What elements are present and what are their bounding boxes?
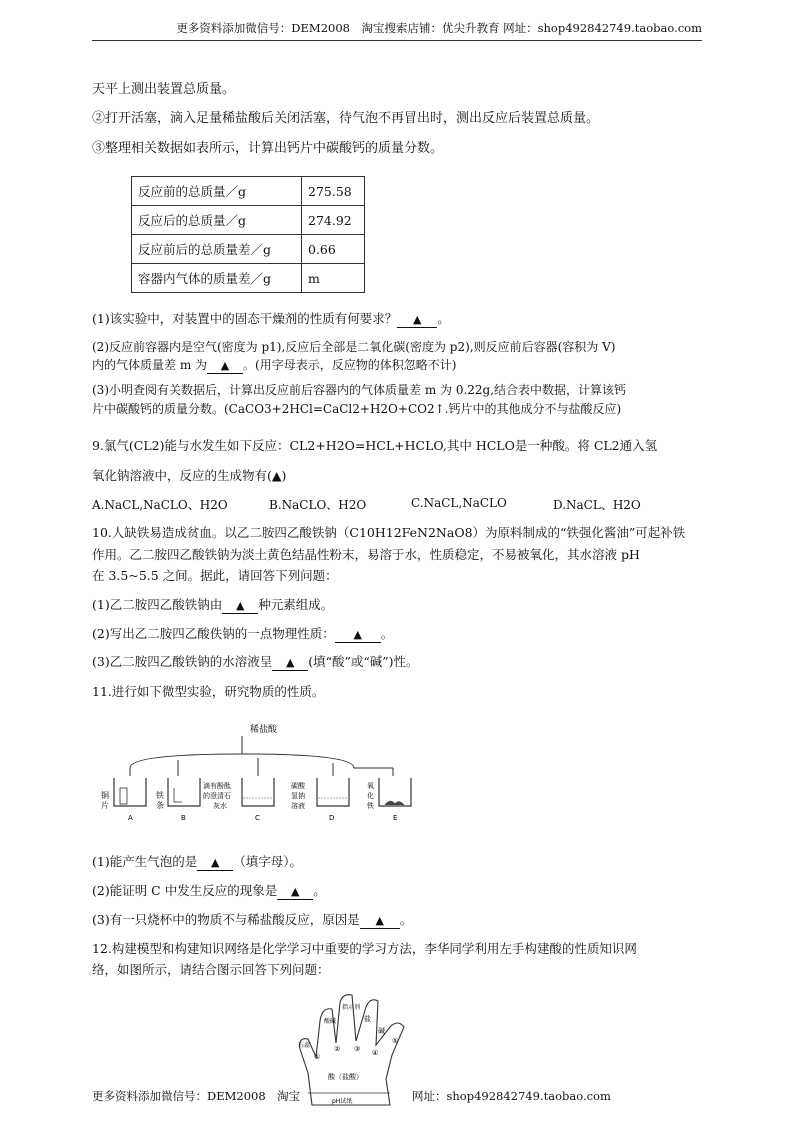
- answer-triangle-icon: ▲: [375, 914, 384, 927]
- text-line-2: ②打开活塞，滴入足量稀盐酸后关闭活塞，待气泡不再冒出时，测出反应后装置总质量。: [92, 111, 600, 126]
- beaker-c-label-3: 灰水: [213, 802, 227, 810]
- answer-triangle-icon: ▲: [412, 313, 422, 326]
- beaker-d: [291, 778, 349, 822]
- answer-triangle-icon: ▲: [353, 628, 362, 641]
- q11-part-1: [92, 852, 302, 871]
- q11-part-2-text: (2)能证明 C 中发生反应的现象是: [92, 883, 278, 898]
- hand-circle-1: ①: [314, 1053, 321, 1061]
- hand-finger-label-6: ⑤: [392, 1037, 399, 1045]
- q11-part-3-text: (3)有一只烧杯中的物质不与稀盐酸反应，原因是: [92, 912, 360, 927]
- q10-part-2-end: 。: [380, 626, 394, 641]
- q11-part-2: [92, 881, 326, 900]
- table-cell-label: 反应后的总质量／g: [132, 206, 302, 235]
- beaker-e-label-2: 化: [367, 792, 374, 800]
- hand-circle-3: ③: [354, 1045, 361, 1053]
- table-cell-label: 反应前的总质量／g: [132, 177, 302, 206]
- hand-bottom-label: pH试纸: [332, 1098, 353, 1105]
- q8-part-2-end: 。(用字母表示，反应物的体积忽略不计): [243, 358, 457, 372]
- q8-part-3-line-1: (3)小明查阅有关数据后，计算出反应前后容器内的气体质量差 m 为 0.22g,结合表中数据，计算该钙: [92, 383, 627, 397]
- footer-right-text: 网址：shop492842749.taobao.com: [412, 1089, 611, 1103]
- answer-blank[interactable]: [197, 856, 233, 871]
- beaker-e: [367, 778, 411, 822]
- hand-finger-label-5: 碱: [378, 1027, 385, 1035]
- answer-triangle-icon: ▲: [285, 656, 295, 669]
- beaker-experiment-diagram: [92, 718, 432, 828]
- q9-line-2: 氧化钠溶液中，反应的生成物有(▲): [92, 468, 287, 483]
- q10-part-3-text: (3)乙二胺四乙酸铁钠的水溶液呈: [92, 654, 273, 669]
- q9-option-a[interactable]: A.NaCL,NaCLO、H2O: [92, 498, 228, 512]
- q10-part-3-end: (填“酸”或“碱”)性。: [308, 654, 419, 669]
- table-cell-value: 275.58: [302, 177, 365, 206]
- page-footer: [92, 1088, 712, 1104]
- beaker-a-label-2: 片: [101, 801, 109, 810]
- q8-part-1: [92, 309, 450, 328]
- answer-triangle-icon: ▲: [235, 599, 245, 612]
- q10-line-1: 10.人缺铁易造成贫血。以乙二胺四乙酸铁钠（C10H12FeN2NaO8）为原料制成的“铁强化酱油”可起补铁: [92, 525, 686, 540]
- hand-finger-label-3: 指示剂: [342, 1004, 361, 1011]
- table-row: [132, 206, 365, 235]
- beaker-c-label-1: 滴有酚酞: [203, 782, 231, 790]
- answer-blank[interactable]: [222, 599, 258, 614]
- beaker-a-label-1: 铜: [101, 791, 109, 800]
- table-cell-value: m: [302, 264, 365, 293]
- iron-oxide-powder-icon: [385, 801, 404, 805]
- q8-part-3-line-2: 片中碳酸钙的质量分数。(CaCO3+2HCl=CaCl2+H2O+CO2↑.钙片中的其他成分不与盐酸反应): [92, 402, 622, 416]
- beaker-c: [203, 778, 274, 822]
- q8-part-1-end: 。: [437, 311, 450, 326]
- q8-part-2-line-1: (2)反应前容器内是空气(密度为 p1),反应后全部是二氧化碳(密度为 p2),则反应前后容器(容积为 V): [92, 340, 616, 354]
- q9-option-d[interactable]: D.NaCL、H2O: [553, 498, 641, 512]
- q10-part-1: [92, 595, 333, 614]
- iron-strip-icon: [174, 788, 182, 802]
- answer-triangle-icon: ▲: [220, 359, 230, 372]
- beaker-d-label-2: 氢钠: [291, 792, 305, 800]
- q9-option-b[interactable]: B.NaCLO、H2O: [269, 498, 367, 512]
- q11-part-1-end: （填字母）。: [233, 854, 302, 869]
- q8-part-2-text: 内的气体质量差 m 为: [92, 358, 208, 372]
- diagram-top-label: 稀盐酸: [250, 725, 278, 735]
- q10-part-1-end: 种元素组成。: [258, 597, 334, 612]
- q11-part-3: [92, 910, 412, 929]
- answer-blank[interactable]: [207, 359, 243, 374]
- answer-triangle-icon: ▲: [290, 885, 300, 898]
- beaker-d-label-1: 碳酸: [291, 782, 305, 790]
- q10-part-3: [92, 652, 419, 671]
- answer-blank[interactable]: [335, 628, 381, 643]
- answer-blank[interactable]: [272, 656, 308, 671]
- hand-finger-label-2: 酸碱: [324, 1018, 337, 1025]
- q12-line-2: 络，如图所示，请结合图示回答下列问题：: [92, 962, 330, 977]
- beaker-a: [101, 778, 146, 822]
- q10-line-3: 在 3.5~5.5 之间。据此，请回答下列问题：: [92, 568, 338, 583]
- beaker-b-label-2: 条: [156, 801, 164, 810]
- text-line-1: 天平上测出装置总质量。: [92, 82, 236, 97]
- table-cell-value: 274.92: [302, 206, 365, 235]
- beaker-d-letter: D: [329, 814, 335, 822]
- mass-data-table: [131, 176, 365, 293]
- answer-blank[interactable]: [397, 313, 437, 328]
- table-cell-label: 反应前后的总质量差／g: [132, 235, 302, 264]
- q11-part-2-end: 。: [313, 883, 326, 898]
- q8-part-2-line-2: [92, 356, 456, 374]
- footer-left-text: 更多资料添加微信号：DEM2008 淘宝: [92, 1089, 301, 1103]
- q10-part-1-text: (1)乙二胺四乙酸铁钠由: [92, 597, 223, 612]
- page-header: [92, 20, 702, 41]
- table-row: [132, 264, 365, 293]
- q9-line-1: 9.氯气(CL2)能与水发生如下反应：CL2+H2O=HCL+HCLO,其中 HCLO是一种酸。将 CL2通入氢: [92, 438, 658, 453]
- hand-circle-2: ②: [334, 1045, 341, 1053]
- q8-part-1-text: (1)该实验中，对装置中的固态干燥剂的性质有何要求？: [92, 311, 398, 326]
- q11-line-1: 11.进行如下微型实验，研究物质的性质。: [92, 684, 325, 699]
- table-cell-value: 0.66: [302, 235, 365, 264]
- copper-strip-icon: [120, 788, 127, 804]
- q10-part-2: [92, 624, 393, 643]
- hand-palm-label: 酸（盐酸）: [328, 1073, 363, 1081]
- beaker-d-label-3: 溶液: [291, 802, 305, 810]
- beaker-e-label-3: 铁: [367, 802, 374, 810]
- hand-circle-4: ④: [372, 1049, 379, 1057]
- q11-part-1-text: (1)能产生气泡的是: [92, 854, 198, 869]
- hand-finger-label-4: 盐: [364, 1015, 371, 1023]
- answer-blank[interactable]: [277, 885, 313, 900]
- table-cell-label: 容器内气体的质量差／g: [132, 264, 302, 293]
- table-row: [132, 177, 365, 206]
- beaker-b-letter: B: [181, 814, 186, 822]
- answer-blank[interactable]: [360, 914, 400, 929]
- q10-line-2: 作用。乙二胺四乙酸铁钠为淡土黄色结晶性粉末，易溶于水，性质稳定，不易被氧化，其水溶液 pH: [92, 547, 640, 562]
- q11-part-3-end: 。: [399, 912, 413, 927]
- beaker-a-letter: A: [128, 814, 133, 822]
- beaker-b: [156, 778, 200, 822]
- answer-triangle-icon: ▲: [210, 856, 220, 869]
- beaker-b-label-1: 铁: [156, 791, 164, 800]
- diagram-bracket-line: [130, 754, 393, 768]
- text-line-3: ③整理相关数据如表所示，计算出钙片中碳酸钙的质量分数。: [92, 141, 444, 156]
- beaker-e-label-1: 氧: [367, 782, 374, 790]
- table-row: [132, 235, 365, 264]
- beaker-c-letter: C: [255, 814, 260, 822]
- hand-finger-label-1: 石蕊: [298, 1042, 311, 1049]
- beaker-c-label-2: 的澄清石: [203, 792, 231, 800]
- beaker-e-letter: E: [393, 814, 398, 822]
- header-text: 更多资料添加微信号：DEM2008 淘宝搜索店铺：优尖升教育 网址：shop492842749.taobao.com: [176, 21, 702, 35]
- q9-option-c[interactable]: C.NaCL,NaCLO: [411, 496, 507, 510]
- q12-line-1: 12.构建模型和构建知识网络是化学学习中重要的学习方法，李华同学利用左手构建酸的性质知识网: [92, 941, 637, 956]
- q10-part-2-text: (2)写出乙二胺四乙酸佚钠的一点物理性质：: [92, 626, 335, 641]
